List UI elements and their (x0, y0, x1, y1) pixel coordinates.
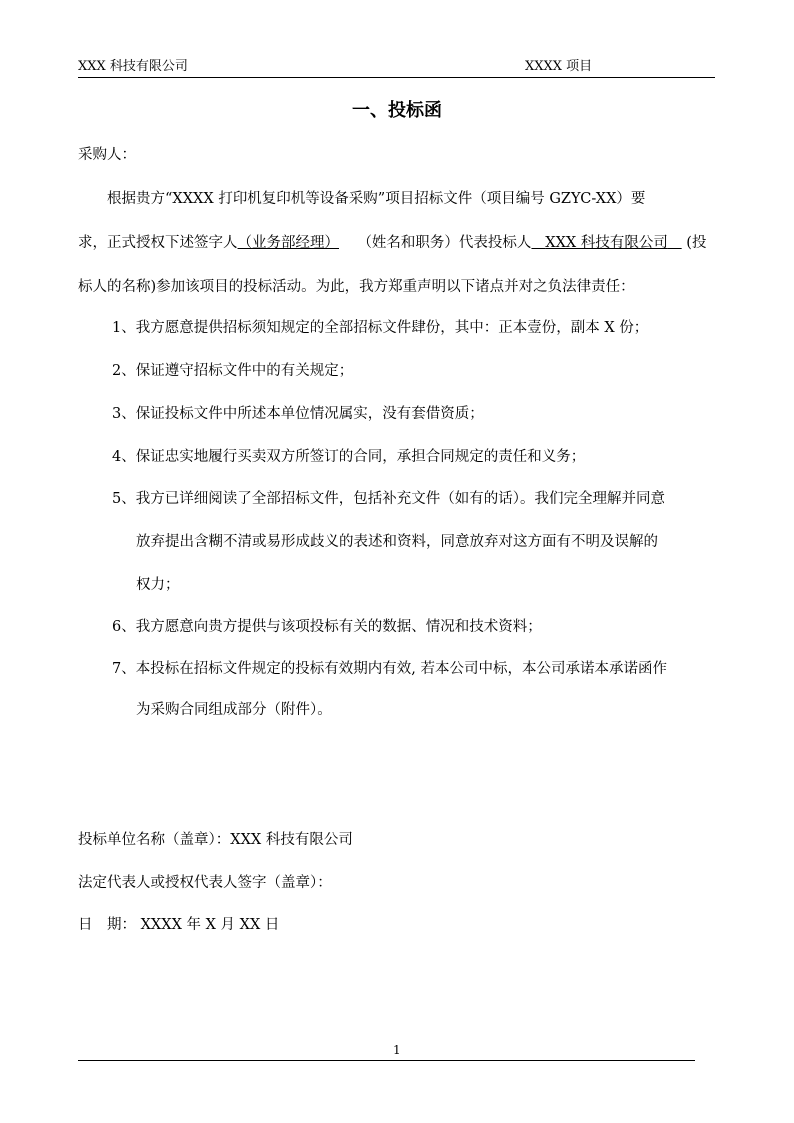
list-item-4: 4、保证忠实地履行买卖双方所签订的合同，承担合同规定的责任和义务； (112, 449, 586, 465)
footer-divider (78, 1060, 695, 1061)
salutation: 采购人： (78, 147, 136, 163)
list-item-5-line-1: 5、我方已详细阅读了全部招标文件，包括补充文件（如有的话）。我们完全理解并同意 (112, 491, 665, 507)
page-number: 1 (393, 1043, 401, 1057)
signature-unit: 投标单位名称（盖章）：XXX 科技有限公司 (78, 832, 353, 848)
header-project: XXXX 项目 (525, 59, 593, 74)
intro-line-2-a: 求，正式授权下述签字人 (78, 235, 238, 251)
intro-line-1: 根据贵方“XXXX 打印机复印机等设备采购”项目招标文件（项目编号 GZYC-XX）要 (107, 191, 646, 207)
header-company: XXX 科技有限公司 (78, 59, 188, 74)
signature-date: 日 期： XXXX 年 X 月 XX 日 (78, 917, 280, 933)
intro-line-3: 标人的名称)参加该项目的投标活动。为此，我方郑重声明以下诸点并对之负法律责任： (78, 279, 635, 295)
page-header (78, 56, 715, 78)
signature-representative: 法定代表人或授权代表人签字（盖章）： (78, 875, 332, 891)
list-item-6: 6、我方愿意向贵方提供与该项投标有关的数据、情况和技术资料； (112, 619, 542, 635)
list-item-5-line-3: 权力； (136, 577, 180, 593)
list-item-3: 3、保证投标文件中所述本单位情况属实，没有套借资质； (112, 406, 484, 422)
list-item-1: 1、我方愿意提供招标须知规定的全部招标文件肆份，其中：正本壹份，副本 X 份； (112, 320, 649, 336)
document-title: 一、投标函 (352, 100, 442, 121)
list-item-7-line-1: 7、本投标在招标文件规定的投标有效期内有效, 若本公司中标，本公司承诺本承诺函作 (112, 661, 667, 677)
list-item-5-line-2: 放弃提出含糊不清或易形成歧义的表述和资料，同意放弃对这方面有不明及误解的 (136, 534, 658, 550)
bidder-name: XXX 科技有限公司 (545, 235, 668, 251)
intro-line-2-c: (投 (686, 235, 707, 251)
intro-line-2-b: （姓名和职务）代表投标人 (357, 235, 532, 251)
list-item-2: 2、保证遵守招标文件中的有关规定； (112, 363, 354, 379)
intro-line-2 (78, 231, 706, 252)
bidder-field (531, 235, 681, 251)
list-item-7-line-2: 为采购合同组成部分（附件）。 (136, 702, 332, 718)
signer-field: （业务部经理） (237, 235, 339, 251)
